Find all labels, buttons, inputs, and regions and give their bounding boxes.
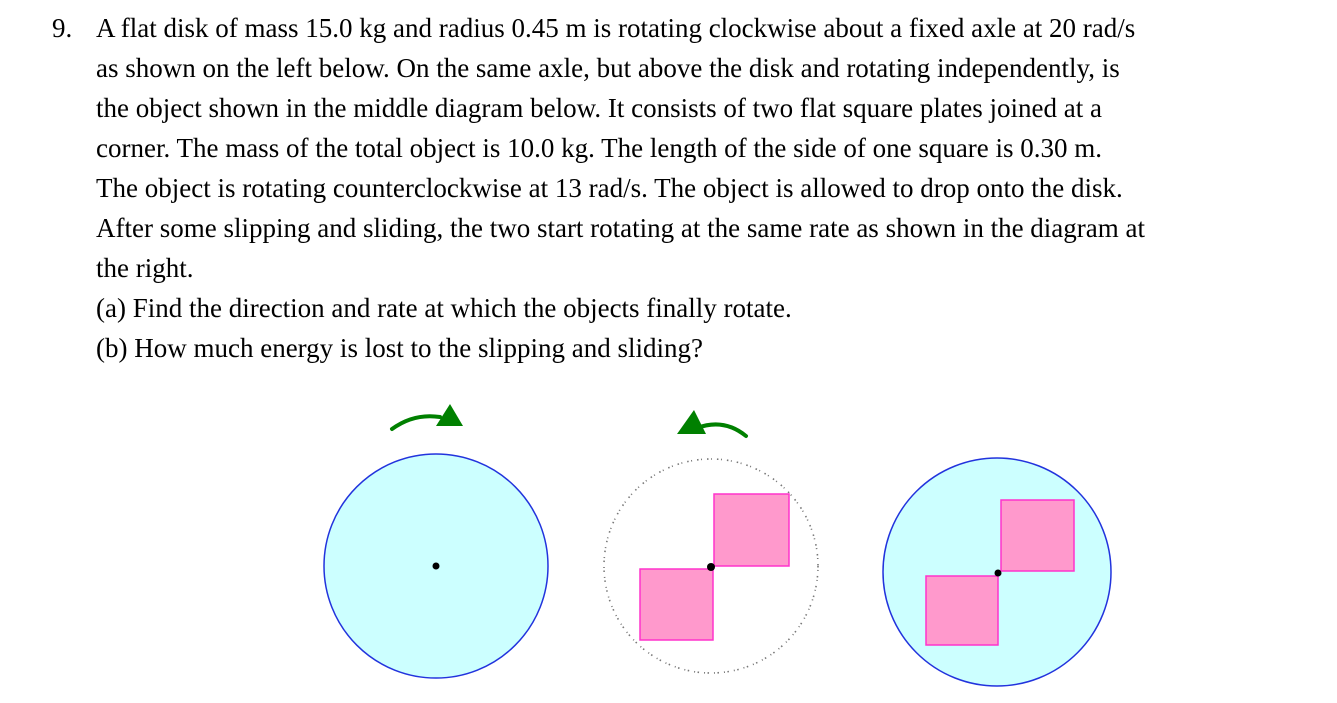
middle-diagram-object xyxy=(604,410,818,673)
upper-square-plate xyxy=(714,494,789,566)
clockwise-arrow-icon xyxy=(392,416,440,429)
problem-line: The object is rotating counterclockwise at 13 rad/s. The object is allowed to drop onto the disk. xyxy=(96,173,1123,203)
axle-point xyxy=(433,563,440,570)
problem-line: the object shown in the middle diagram below. It consists of two flat square plates joined at a xyxy=(96,93,1103,123)
problem-number: 9. xyxy=(52,13,73,43)
lower-square-plate xyxy=(926,576,998,645)
counterclockwise-arrowhead-icon xyxy=(677,410,706,434)
problem-line: the right. xyxy=(96,253,194,283)
problem-line: A flat disk of mass 15.0 kg and radius 0.45 m is rotating clockwise about a fixed axle at 20 rad/s xyxy=(96,13,1136,43)
problem-line: as shown on the left below. On the same axle, but above the disk and rotating independently, is xyxy=(96,53,1120,83)
left-diagram-disk xyxy=(324,404,548,678)
problem-line: After some slipping and sliding, the two start rotating at the same rate as shown in the diagram at xyxy=(96,213,1146,243)
problem-line: corner. The mass of the total object is 10.0 kg. The length of the side of one square is 0.30 m. xyxy=(96,133,1103,163)
axle-point xyxy=(707,563,715,571)
upper-square-plate xyxy=(1001,500,1074,571)
right-diagram-combined xyxy=(883,458,1111,686)
counterclockwise-arrow-icon xyxy=(697,424,746,436)
part-a-question: (a) Find the direction and rate at which the objects finally rotate. xyxy=(96,293,792,323)
lower-square-plate xyxy=(640,569,713,640)
axle-point xyxy=(995,570,1002,577)
part-b-question: (b) How much energy is lost to the slipping and sliding? xyxy=(96,333,703,363)
